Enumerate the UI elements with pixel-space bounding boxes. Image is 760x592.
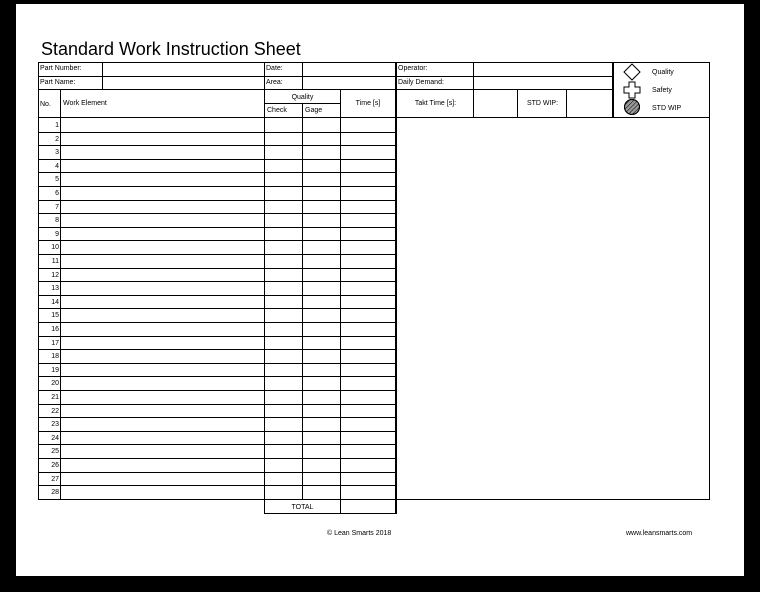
work-element-cell[interactable]	[61, 296, 264, 308]
copyright-text: © Lean Smarts 2018	[327, 530, 392, 537]
work-element-cell[interactable]	[61, 187, 264, 199]
work-element-cell[interactable]	[61, 146, 264, 158]
work-element-cell[interactable]	[61, 323, 264, 335]
row-number: 11	[51, 258, 59, 265]
website-text: www.leansmarts.com	[626, 530, 693, 537]
work-element-cell[interactable]	[61, 405, 264, 417]
col-gage-header: Gage	[305, 107, 323, 114]
work-element-cell[interactable]	[61, 282, 264, 294]
work-element-cell[interactable]	[61, 486, 264, 498]
row-number: 21	[51, 394, 59, 401]
takt-time-label: Takt Time [s]:	[414, 100, 457, 107]
area-label: Area:	[266, 79, 283, 86]
std-wip-label: STD WIP:	[526, 100, 559, 107]
row-number: 13	[51, 285, 59, 292]
row-number: 3	[55, 149, 59, 156]
work-element-cell[interactable]	[61, 201, 264, 213]
page-title: Standard Work Instruction Sheet	[41, 39, 301, 59]
row-number: 4	[55, 163, 59, 170]
row-number: 25	[51, 448, 59, 455]
row-number: 23	[51, 421, 59, 428]
work-element-cell[interactable]	[61, 160, 264, 172]
work-element-cell[interactable]	[61, 473, 264, 485]
row-number: 14	[51, 299, 59, 306]
work-element-cell[interactable]	[61, 432, 264, 444]
total-time-field[interactable]	[341, 500, 395, 513]
row-number: 16	[51, 326, 59, 333]
row-number: 15	[51, 312, 59, 319]
row-number: 9	[55, 231, 59, 238]
std-wip-field[interactable]	[567, 90, 612, 117]
work-element-cell[interactable]	[61, 309, 264, 321]
row-number: 10	[51, 244, 59, 251]
work-element-cell[interactable]	[61, 391, 264, 403]
row-number: 8	[55, 217, 59, 224]
part-number-field[interactable]	[103, 63, 263, 75]
diamond-icon	[623, 63, 641, 81]
work-element-cell[interactable]	[61, 119, 264, 131]
row-number: 12	[51, 272, 59, 279]
col-check-header: Check	[267, 107, 287, 114]
col-no-header: No.	[40, 101, 51, 108]
legend-std-wip-label: STD WIP	[652, 105, 682, 112]
work-element-cell[interactable]	[61, 269, 264, 281]
work-element-cell[interactable]	[61, 173, 264, 185]
work-element-cell[interactable]	[61, 377, 264, 389]
col-quality-header: Quality	[291, 94, 314, 101]
col-work-element-header: Work Element	[63, 100, 107, 107]
operator-label: Operator:	[398, 65, 428, 72]
work-element-cell[interactable]	[61, 445, 264, 457]
operator-field[interactable]	[474, 63, 611, 75]
area-field[interactable]	[303, 77, 394, 89]
row-number: 19	[51, 367, 59, 374]
work-element-cell[interactable]	[61, 418, 264, 430]
work-element-cell[interactable]	[61, 214, 264, 226]
row-number: 28	[51, 489, 59, 496]
part-name-field[interactable]	[103, 77, 263, 89]
hatched-circle-icon	[623, 98, 641, 116]
col-time-header: Time [s]	[355, 100, 381, 107]
date-field[interactable]	[303, 63, 394, 75]
row-number: 1	[55, 122, 59, 129]
part-name-label: Part Name:	[40, 79, 76, 86]
work-element-cell[interactable]	[61, 459, 264, 471]
layout-sketch-area[interactable]	[397, 118, 709, 499]
total-label: TOTAL	[291, 504, 314, 511]
work-element-cell[interactable]	[61, 337, 264, 349]
part-number-label: Part Number:	[40, 65, 82, 72]
legend-safety-label: Safety	[652, 87, 672, 94]
work-element-cell[interactable]	[61, 228, 264, 240]
work-element-cell[interactable]	[61, 364, 264, 376]
legend-quality-label: Quality	[652, 69, 674, 76]
row-number: 22	[51, 408, 59, 415]
work-element-cell[interactable]	[61, 133, 264, 145]
row-number: 17	[51, 340, 59, 347]
cross-icon	[623, 81, 641, 99]
row-number: 18	[51, 353, 59, 360]
row-number: 6	[55, 190, 59, 197]
row-number: 20	[51, 380, 59, 387]
work-element-cell[interactable]	[61, 255, 264, 267]
row-number: 2	[55, 136, 59, 143]
work-element-cell[interactable]	[61, 350, 264, 362]
daily-demand-field[interactable]	[474, 77, 611, 89]
takt-time-field[interactable]	[474, 90, 517, 117]
row-number: 5	[55, 176, 59, 183]
row-number: 26	[51, 462, 59, 469]
row-number: 7	[55, 204, 59, 211]
work-element-cell[interactable]	[61, 241, 264, 253]
row-number: 27	[51, 476, 59, 483]
daily-demand-label: Daily Demand:	[398, 79, 444, 86]
row-number: 24	[51, 435, 59, 442]
date-label: Date:	[266, 65, 283, 72]
